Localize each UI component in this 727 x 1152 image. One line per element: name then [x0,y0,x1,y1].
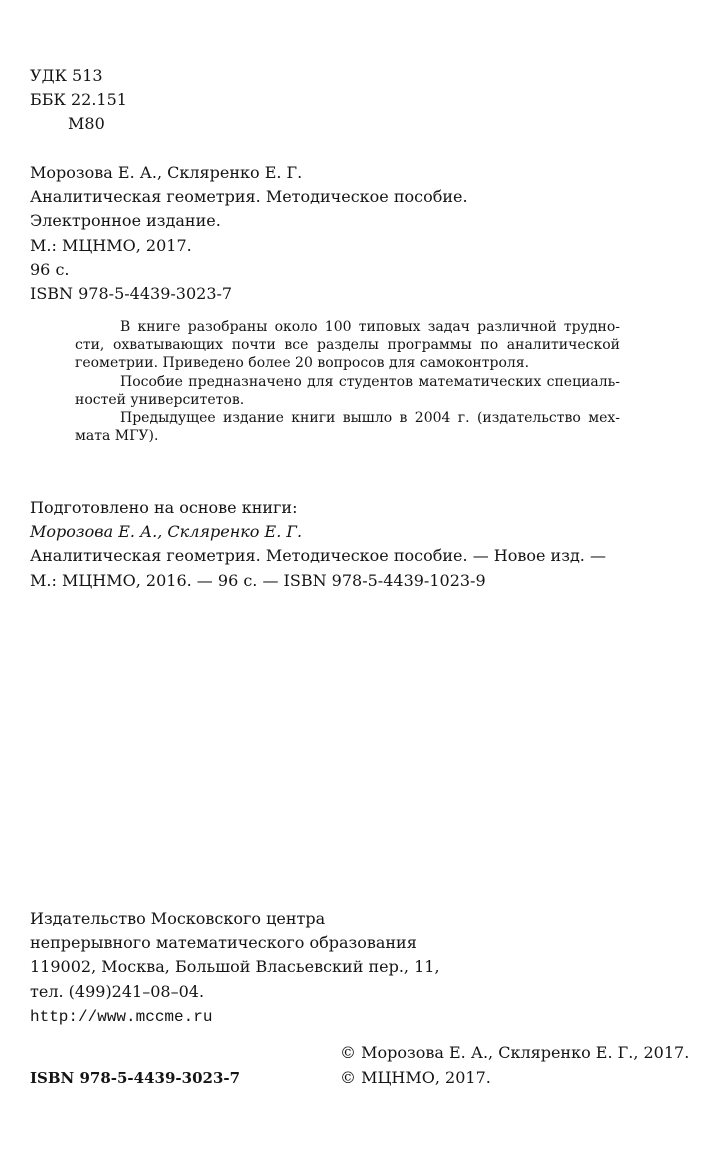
annotation-block [75,318,620,445]
classification-block [30,64,127,137]
publisher-phone: тел. (499)241–08–04. [30,981,205,1001]
record-edition: Электронное издание. [30,211,221,231]
based-on-authors: Морозова Е. А., Скляренко Е. Г. [30,522,303,542]
based-on-imprint: М.: МЦНМО, 2016. — 96 с. — ISBN 978-5-4439-1023-9 [30,570,486,590]
publisher-name-line2: непрерывного математического образования [30,933,417,953]
based-on-title: Аналитическая геометрия. Методическое пособие. — Новое изд. — [30,546,606,566]
annotation-line: сти, охватывающих почти все разделы программы по аналитической [75,337,620,354]
annotation-line: В книге разобраны около 100 типовых задач различной трудно- [120,319,620,335]
udk-code: УДК 513 [30,66,103,85]
copyright-publisher: © МЦНМО, 2017. [340,1068,491,1087]
annotation-line: Предыдущее издание книги вышло в 2004 г. (издательство мех- [120,410,620,427]
annotation-line: геометрии. Приведено более 20 вопросов для самоконтроля. [75,355,530,372]
record-title: Аналитическая геометрия. Методическое пособие. [30,187,468,207]
publisher-url-link[interactable]: http://www.mccme.ru [30,1007,213,1026]
record-authors: Морозова Е. А., Скляренко Е. Г. [30,163,303,182]
author-sign: М80 [68,114,105,134]
based-on-block [30,496,606,593]
publisher-name-line1: Издательство Московского центра [30,909,326,928]
record-pages: 96 с. [30,259,70,279]
annotation-line: мата МГУ). [75,428,159,445]
footer-isbn: ISBN 978-5-4439-3023-7 [30,1069,241,1087]
publisher-block [30,907,440,1029]
bbk-code: ББК 22.151 [30,90,127,110]
bibliographic-record [30,161,468,306]
annotation-line: Пособие предназначено для студентов математических специаль- [120,373,620,390]
based-on-heading: Подготовлено на основе книги: [30,498,298,517]
copyright-authors: © Морозова Е. А., Скляренко Е. Г., 2017. [340,1043,690,1062]
record-isbn: ISBN 978-5-4439-3023-7 [30,284,233,304]
annotation-line: ностей университетов. [75,391,245,408]
publisher-address: 119002, Москва, Большой Власьевский пер., 11, [30,957,440,977]
record-imprint: М.: МЦНМО, 2017. [30,235,192,255]
